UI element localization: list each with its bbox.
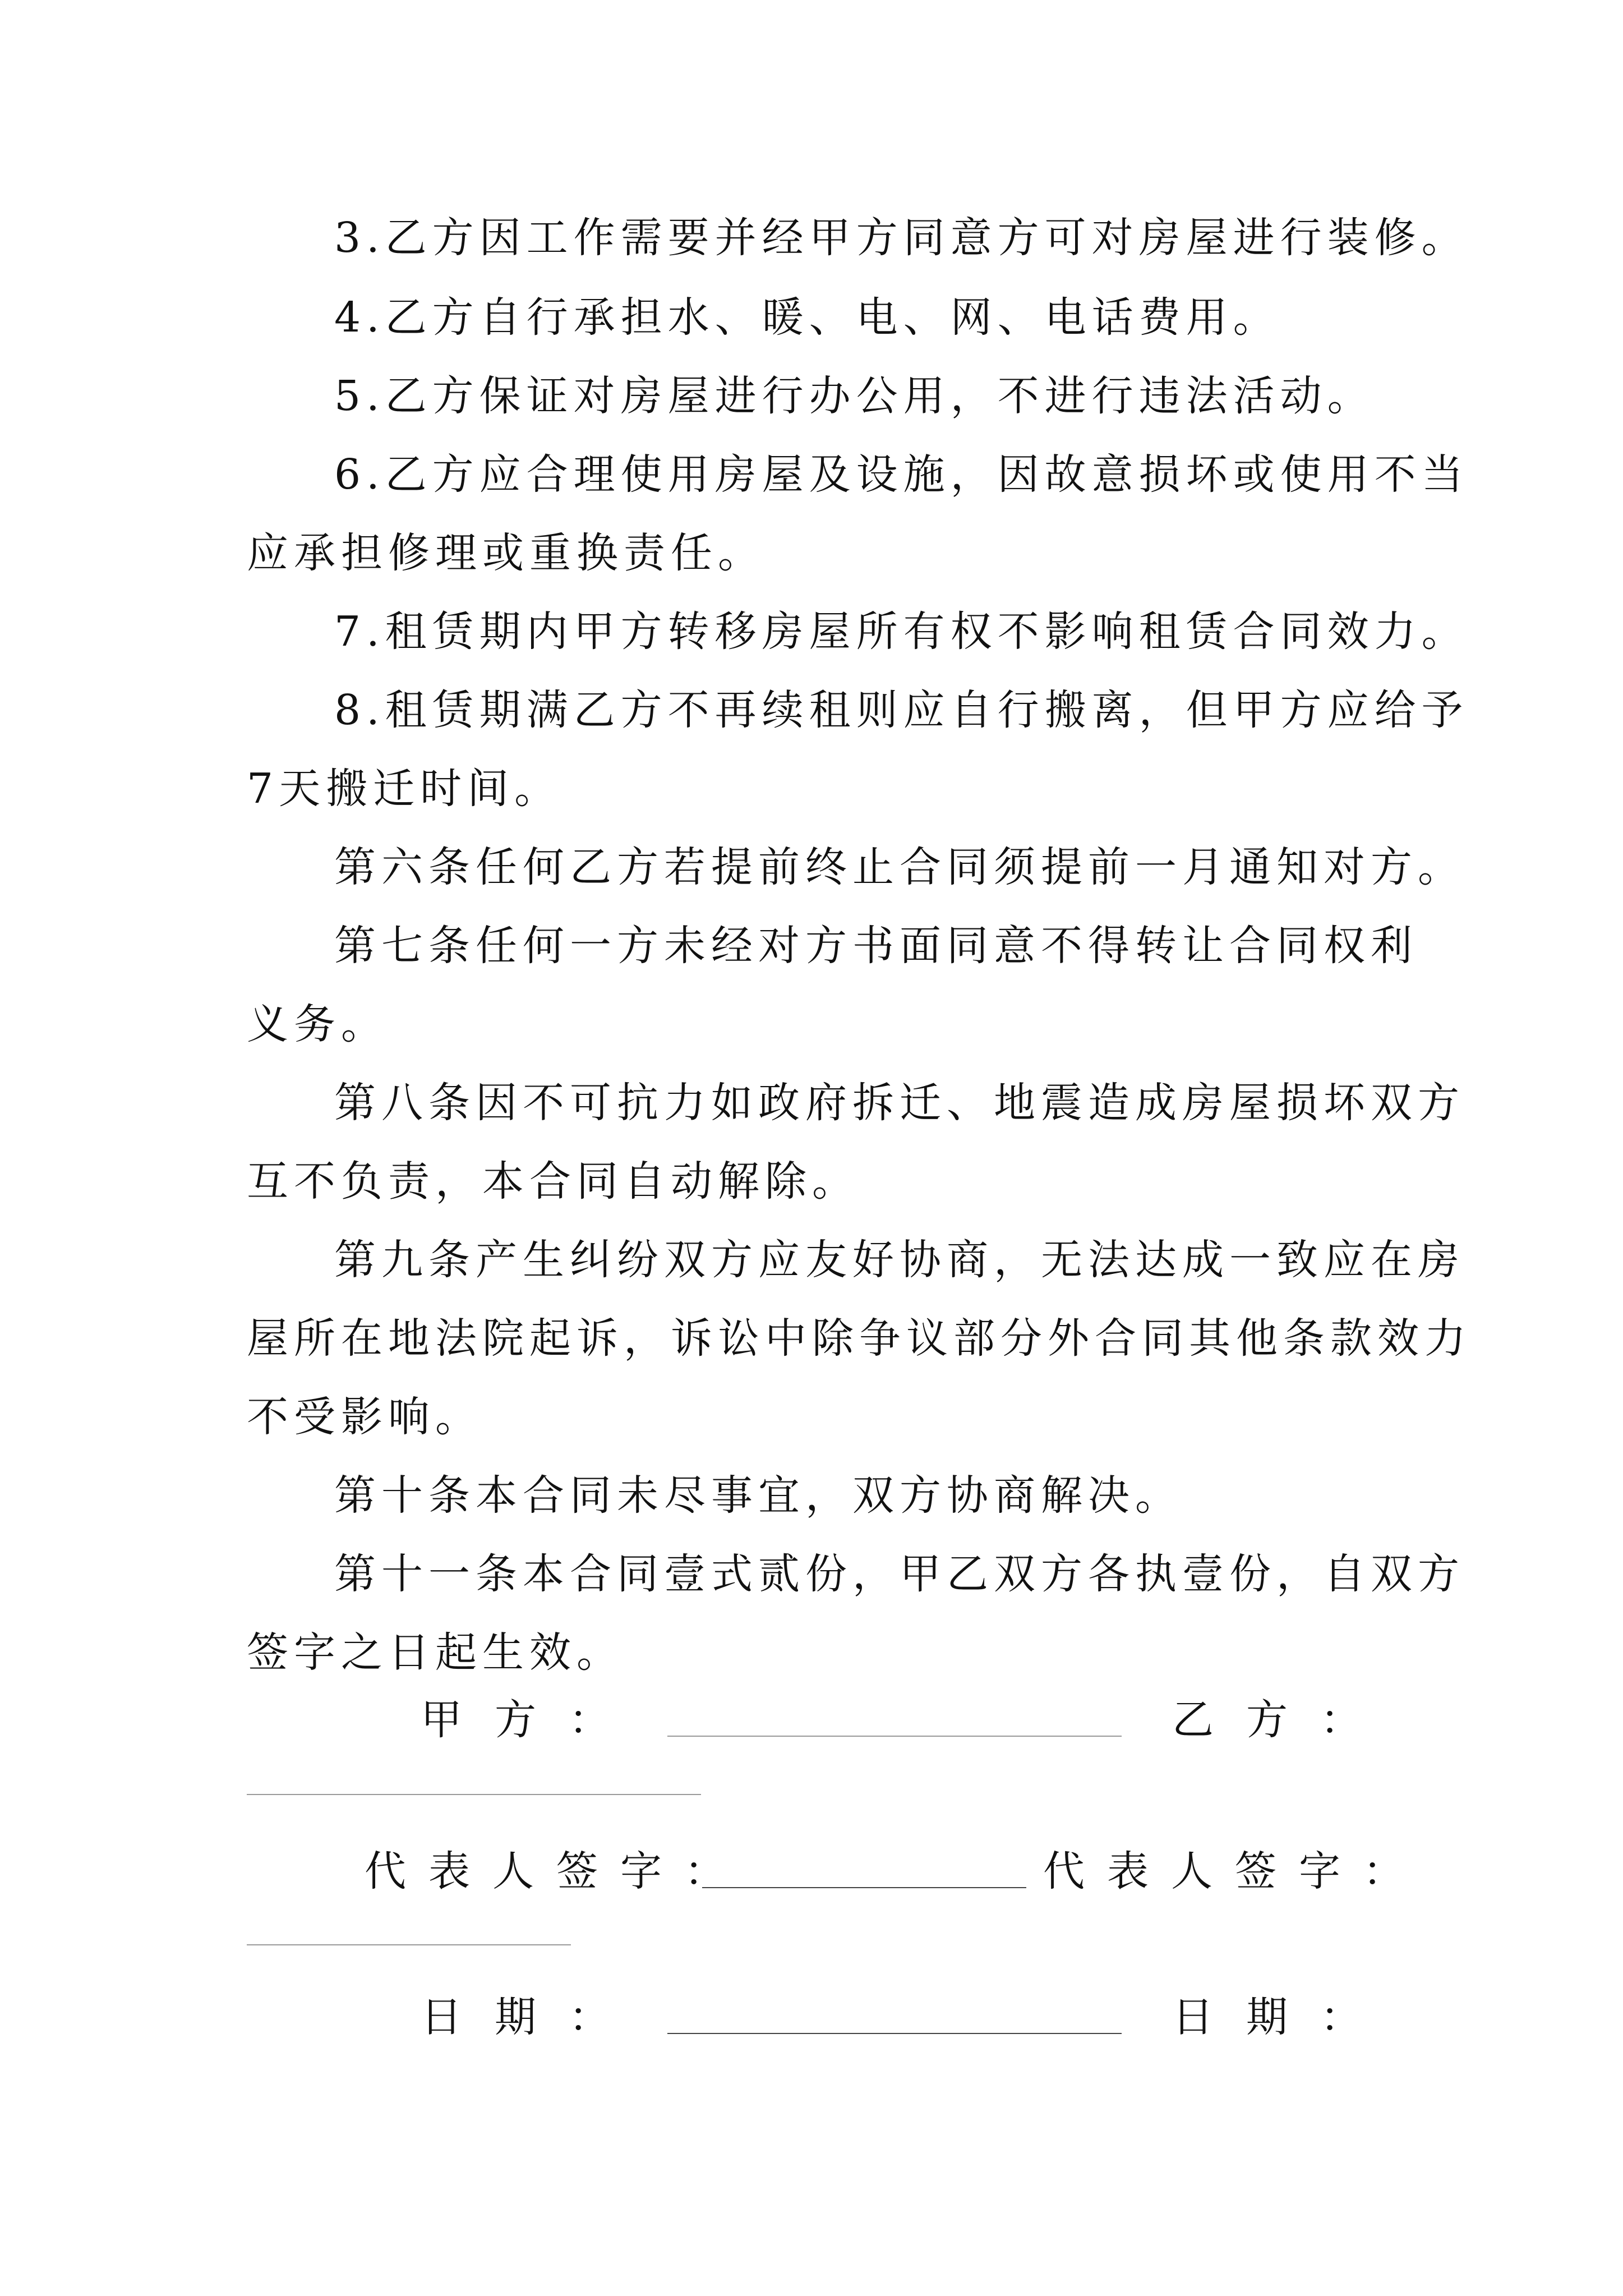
article-6-line-1: 第六条任何乙方若提前终止合同须提前一月通知对方。: [334, 843, 1465, 891]
party-signature-row: [247, 1692, 1447, 1759]
clause-6-line-1: 6.乙方应合理使用房屋及设施，因故意损坏或使用不当: [334, 450, 1469, 499]
party-a-label: 甲方：: [421, 1696, 643, 1744]
date-a-label: 日期：: [421, 1993, 643, 2041]
article-8-line-2: 互不负责，本合同自动解除。: [247, 1157, 859, 1205]
date-signature-row: [247, 1989, 1447, 2056]
article-9-line-1: 第九条产生纠纷双方应友好协商，无法达成一致应在房: [334, 1236, 1465, 1284]
clause-7-line-1: 7.租赁期内甲方转移房屋所有权不影响租赁合同效力。: [334, 608, 1469, 656]
article-7-line-1: 第七条任何一方未经对方书面同意不得转让合同权利: [334, 922, 1418, 970]
clause-8-line-1: 8.租赁期满乙方不再续租则应自行搬离，但甲方应给予: [334, 686, 1469, 734]
article-10-line-1: 第十条本合同未尽事宜，双方协商解决。: [334, 1471, 1182, 1520]
clause-8-line-2: 7天搬迁时间。: [247, 765, 562, 813]
clause-3-line-1: 3.乙方因工作需要并经甲方同意方可对房屋进行装修。: [334, 214, 1469, 262]
party-a-blank-line: [667, 1736, 1122, 1737]
rep-b-label: 代表人签字：: [1043, 1847, 1427, 1895]
article-9-line-3: 不受影响。: [247, 1393, 482, 1441]
representative-signature-row: [247, 1843, 1447, 1911]
party-b-label: 乙方：: [1172, 1696, 1394, 1744]
article-8-line-1: 第八条因不可抗力如政府拆迁、地震造成房屋损坏双方: [334, 1079, 1465, 1127]
clause-6-line-2: 应承担修理或重换责任。: [247, 529, 765, 577]
date-b-label: 日期：: [1172, 1993, 1394, 2041]
clause-5-line-1: 5.乙方保证对房屋进行办公用，不进行违法活动。: [334, 372, 1375, 420]
article-9-line-2: 屋所在地法院起诉，诉讼中除争议部分外合同其他条款效力: [247, 1314, 1472, 1363]
rep-a-label: 代表人签字：: [365, 1847, 748, 1895]
clause-4-line-1: 4.乙方自行承担水、暖、电、网、电话费用。: [334, 293, 1280, 342]
rep-b-blank-line: [247, 1944, 571, 1945]
article-7-line-2: 义务。: [247, 1000, 388, 1048]
rep-a-blank-line: [702, 1887, 1026, 1888]
date-a-blank-line: [667, 2033, 1122, 2034]
article-11-line-2: 签字之日起生效。: [247, 1628, 624, 1677]
article-11-line-1: 第十一条本合同壹式贰份，甲乙双方各执壹份，自双方: [334, 1550, 1465, 1598]
party-b-blank-line: [247, 1794, 701, 1795]
